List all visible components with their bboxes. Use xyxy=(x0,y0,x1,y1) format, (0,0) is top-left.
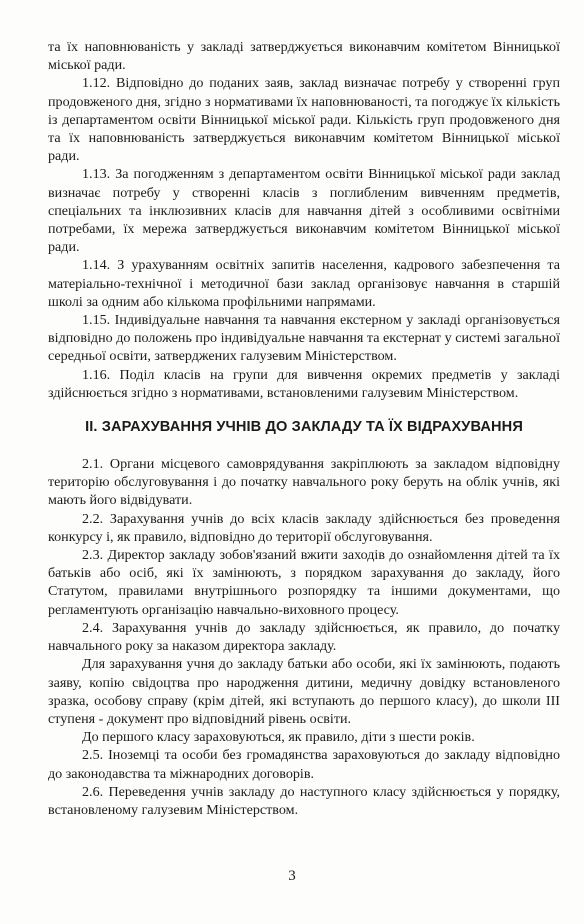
paragraph-2-2: 2.2. Зарахування учнів до всіх класів закладу здійснюється без проведення конкурсу і, як правило, відповідно до території обслуговування. xyxy=(48,510,560,545)
paragraph-2-5: 2.5. Іноземці та особи без громадянства зараховуються до закладу відповідно до законодавства та міжнародних договорів. xyxy=(48,747,560,782)
paragraph-2-1: 2.1. Органи місцевого самоврядування закріплюють за закладом відповідну територію обслуговування і до початку навчального року беруть на облік учнів, які мають його відвідувати. xyxy=(48,456,560,509)
paragraph-1-12: 1.12. Відповідно до поданих заяв, заклад визначає потребу у створенні груп продовженого дня, згідно з нормативами їх наповнюваності, та погоджує їх кількість із департаментом освіти Вінницької міської ради. Кількість груп продовженого дня та їх наповнюваність затверджується виконавчим комітетом Вінницької міської ради. xyxy=(48,75,560,165)
page-number: 3 xyxy=(288,868,296,884)
paragraph-enrollment-documents: Для зарахування учня до закладу батьки або особи, які їх замінюють, подають заяву, копію свідоцтва про народження дитини, медичну довідку встановленого зразка, особову справу (крім дітей, які вступають до першого класу), до школи ІІІ ступеня - документ про відповідний рівень освіти. xyxy=(48,656,560,727)
paragraph-first-grade-age: До першого класу зараховуються, як правило, діти з шести років. xyxy=(82,729,475,746)
paragraph-continuation: та їх наповнюваність у закладі затверджується виконавчим комітетом Вінницької міської ради. xyxy=(48,39,560,74)
paragraph-2-4: 2.4. Зарахування учнів до закладу здійснюється, як правило, до початку навчального року за наказом директора закладу. xyxy=(48,619,560,655)
paragraph-1-13: 1.13. За погодженням з департаментом освіти Вінницької міської ради заклад визначає потребу у створенні класів з поглибленим вивченням предметів, спеціальних та інклюзивних класів для навчання дітей з особливими освітніми потребами, їх мережа затверджується виконавчим комітетом Вінницької міської ради. xyxy=(48,166,560,256)
paragraph-2-6: 2.6. Переведення учнів закладу до наступного класу здійснюється у порядку, встановленому галузевим Міністерством. xyxy=(48,783,560,818)
paragraph-1-16: 1.16. Поділ класів на групи для вивчення окремих предметів у закладі здійснюється згідно з нормативами, встановленими галузевим Міністерством. xyxy=(48,366,560,401)
section-heading: ІІ. ЗАРАХУВАННЯ УЧНІВ ДО ЗАКЛАДУ ТА ЇХ ВІДРАХУВАННЯ xyxy=(85,419,523,436)
paragraph-1-14: 1.14. З урахуванням освітніх запитів населення, кадрового забезпечення та матеріально-технічної і методичної бази заклад організовує навчання в старшій школі за одним або кількома профільними напрямами. xyxy=(48,257,560,310)
paragraph-2-3: 2.3. Директор закладу зобов'язаний вжити заходів до ознайомлення дітей та їх батьків або осіб, які їх замінюють, з порядком зарахування до закладу, його Статутом, правилами внутрішнього розпорядку та іншими документами, що регламентують організацію навчально-виховного процесу. xyxy=(48,547,560,618)
paragraph-1-15: 1.15. Індивідуальне навчання та навчання екстерном у закладі організовується відповідно до положень про індивідуальне навчання та екстернат у системі загальної середньої освіти, затверджених галузевим Міністерством. xyxy=(48,312,560,365)
